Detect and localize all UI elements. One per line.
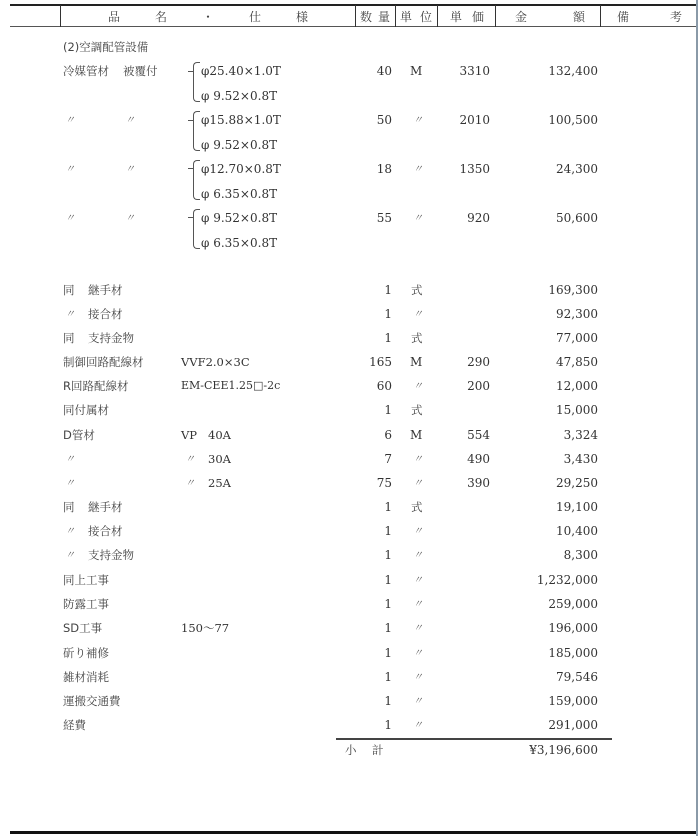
item-qty: 1 bbox=[384, 694, 392, 708]
item-qty: 60 bbox=[376, 379, 392, 393]
item-qty: 1 bbox=[384, 524, 392, 538]
col-divider bbox=[600, 5, 601, 27]
header-char: 単 bbox=[400, 9, 413, 24]
header-char: 様 bbox=[295, 9, 308, 24]
item-name-sub: 〃 bbox=[125, 213, 135, 224]
item-qty: 50 bbox=[376, 113, 392, 127]
item-name: 斫り補修 bbox=[63, 646, 109, 660]
item-unit: M bbox=[410, 428, 423, 442]
header-unit-price bbox=[450, 7, 484, 25]
item-name: 同付属材 bbox=[63, 403, 109, 417]
item-name: 制御回路配線材 bbox=[63, 355, 144, 369]
item-qty: 55 bbox=[376, 211, 392, 225]
item-name: 〃 bbox=[65, 526, 75, 537]
item-price: 3310 bbox=[459, 64, 490, 78]
item-spec: 150〜77 bbox=[181, 621, 230, 635]
header-char: 単 bbox=[450, 9, 463, 24]
item-unit: 〃 bbox=[413, 115, 423, 126]
item-qty: 1 bbox=[384, 548, 392, 562]
item-qty: 40 bbox=[376, 64, 392, 78]
header-top-rule bbox=[10, 4, 696, 6]
item-amount: 3,324 bbox=[563, 428, 598, 442]
item-qty: 1 bbox=[384, 573, 392, 587]
subtotal-label-char: 計 bbox=[372, 743, 384, 757]
item-name-sub: 支持金物 bbox=[88, 331, 134, 345]
item-amount: 8,300 bbox=[563, 548, 598, 562]
header-char: 考 bbox=[669, 9, 682, 24]
item-unit: 〃 bbox=[413, 526, 423, 537]
item-name-sub: 接合材 bbox=[88, 307, 123, 321]
item-qty: 1 bbox=[384, 597, 392, 611]
item-name-sub: 継手材 bbox=[88, 283, 123, 297]
header-item-spec bbox=[108, 7, 308, 25]
item-qty: 75 bbox=[376, 476, 392, 490]
item-amount: 29,250 bbox=[556, 476, 598, 490]
item-name-sub: 〃 bbox=[125, 115, 135, 126]
header-char: 仕 bbox=[248, 9, 261, 24]
item-price: 554 bbox=[467, 428, 490, 442]
item-name: 防露工事 bbox=[63, 597, 109, 611]
header-remarks bbox=[617, 7, 682, 25]
col-divider bbox=[355, 5, 356, 27]
item-unit: 〃 bbox=[413, 309, 423, 320]
item-qty: 1 bbox=[384, 621, 392, 635]
item-price: 490 bbox=[467, 452, 490, 466]
item-amount: 291,000 bbox=[548, 718, 598, 732]
col-divider bbox=[437, 5, 438, 27]
item-amount: 79,546 bbox=[556, 670, 598, 684]
page-bottom-rule bbox=[10, 831, 696, 834]
item-qty: 1 bbox=[384, 718, 392, 732]
header-qty bbox=[360, 7, 390, 25]
item-unit: 〃 bbox=[413, 550, 423, 561]
item-amount: 196,000 bbox=[548, 621, 598, 635]
item-qty: 18 bbox=[376, 162, 392, 176]
header-char: 備 bbox=[617, 9, 630, 24]
item-spec: φ 6.35×0.8T bbox=[201, 236, 278, 250]
item-spec: VVF2.0×3C bbox=[181, 355, 250, 369]
col-divider bbox=[495, 5, 496, 27]
header-char: 数 bbox=[360, 9, 373, 24]
item-name-sub: 被覆付 bbox=[123, 64, 158, 78]
right-edge-border bbox=[696, 0, 698, 836]
item-name-sub: 継手材 bbox=[88, 500, 123, 514]
item-qty: 1 bbox=[384, 307, 392, 321]
item-qty: 1 bbox=[384, 331, 392, 345]
item-spec-type: VP bbox=[181, 428, 198, 442]
item-amount: 47,850 bbox=[556, 355, 598, 369]
item-unit: 〃 bbox=[413, 672, 423, 683]
item-unit: M bbox=[410, 355, 423, 369]
item-amount: 10,400 bbox=[556, 524, 598, 538]
item-qty: 1 bbox=[384, 670, 392, 684]
item-spec: φ 9.52×0.8T bbox=[201, 89, 278, 103]
item-price: 390 bbox=[467, 476, 490, 490]
item-price: 920 bbox=[467, 211, 490, 225]
item-spec: φ15.88×1.0T bbox=[201, 113, 281, 127]
item-price: 2010 bbox=[459, 113, 490, 127]
header-char: 額 bbox=[572, 9, 585, 24]
brace bbox=[193, 62, 200, 102]
item-qty: 1 bbox=[384, 403, 392, 417]
item-unit: 〃 bbox=[413, 454, 423, 465]
header-char: ・ bbox=[201, 9, 214, 24]
item-name: 同 bbox=[63, 283, 75, 297]
item-name: 同 bbox=[63, 331, 75, 345]
item-name: R回路配線材 bbox=[63, 379, 129, 393]
item-spec: φ25.40×1.0T bbox=[201, 64, 281, 78]
item-qty: 1 bbox=[384, 500, 392, 514]
item-qty: 1 bbox=[384, 283, 392, 297]
item-amount: 77,000 bbox=[556, 331, 598, 345]
col-divider bbox=[60, 5, 61, 27]
subtotal-label-char: 小 bbox=[345, 743, 357, 757]
item-qty: 165 bbox=[369, 355, 392, 369]
item-qty: 6 bbox=[384, 428, 392, 442]
header-unit bbox=[400, 7, 432, 25]
item-price: 290 bbox=[467, 355, 490, 369]
item-amount: 3,430 bbox=[563, 452, 598, 466]
item-name: 冷媒管材 bbox=[63, 64, 109, 78]
item-price: 200 bbox=[467, 379, 490, 393]
item-name: 〃 bbox=[65, 478, 75, 489]
item-name: 雑材消耗 bbox=[63, 670, 109, 684]
item-name: D管材 bbox=[63, 428, 95, 442]
item-amount: 185,000 bbox=[548, 646, 598, 660]
item-name: 経費 bbox=[63, 718, 86, 732]
item-unit: 〃 bbox=[413, 599, 423, 610]
subtotal-amount: ¥3,196,600 bbox=[529, 743, 598, 757]
item-unit: 〃 bbox=[413, 478, 423, 489]
brace bbox=[193, 111, 200, 151]
item-name: 〃 bbox=[65, 309, 75, 320]
header-char: 位 bbox=[419, 9, 432, 24]
item-spec: φ 6.35×0.8T bbox=[201, 187, 278, 201]
header-amount bbox=[515, 7, 585, 25]
item-name: SD工事 bbox=[63, 621, 103, 635]
item-amount: 92,300 bbox=[556, 307, 598, 321]
item-amount: 19,100 bbox=[556, 500, 598, 514]
header-char: 量 bbox=[377, 9, 390, 24]
item-unit: 式 bbox=[411, 283, 423, 297]
item-spec-size: 30A bbox=[208, 452, 231, 466]
col-divider bbox=[395, 5, 396, 27]
header-char: 価 bbox=[471, 9, 484, 24]
item-unit: 式 bbox=[411, 403, 423, 417]
item-unit: 〃 bbox=[413, 381, 423, 392]
section-title: (2)空調配管設備 bbox=[63, 40, 149, 54]
item-unit: 式 bbox=[411, 331, 423, 345]
item-amount: 169,300 bbox=[548, 283, 598, 297]
item-amount: 259,000 bbox=[548, 597, 598, 611]
item-spec: φ12.70×0.8T bbox=[201, 162, 281, 176]
item-unit: M bbox=[410, 64, 423, 78]
item-amount: 12,000 bbox=[556, 379, 598, 393]
item-spec-size: 40A bbox=[208, 428, 231, 442]
header-char: 名 bbox=[154, 9, 167, 24]
item-name: 〃 bbox=[65, 213, 75, 224]
item-name-sub: 〃 bbox=[125, 164, 135, 175]
header-char: 品 bbox=[108, 9, 121, 24]
subtotal-rule bbox=[336, 738, 612, 740]
header-char: 金 bbox=[515, 9, 528, 24]
item-name: 〃 bbox=[65, 550, 75, 561]
item-name-sub: 支持金物 bbox=[88, 548, 134, 562]
item-unit: 〃 bbox=[413, 213, 423, 224]
brace bbox=[193, 209, 200, 249]
item-qty: 1 bbox=[384, 646, 392, 660]
item-spec-size: 25A bbox=[208, 476, 231, 490]
item-unit: 〃 bbox=[413, 575, 423, 586]
item-unit: 式 bbox=[411, 500, 423, 514]
item-qty: 7 bbox=[384, 452, 392, 466]
item-unit: 〃 bbox=[413, 164, 423, 175]
item-spec-type: 〃 bbox=[185, 454, 195, 465]
item-name: 同上工事 bbox=[63, 573, 109, 587]
item-amount: 100,500 bbox=[548, 113, 598, 127]
item-spec: φ 9.52×0.8T bbox=[201, 138, 278, 152]
item-unit: 〃 bbox=[413, 623, 423, 634]
item-amount: 50,600 bbox=[556, 211, 598, 225]
item-spec-type: 〃 bbox=[185, 478, 195, 489]
item-amount: 1,232,000 bbox=[536, 573, 598, 587]
item-spec: EM-CEE1.25□-2c bbox=[181, 379, 281, 392]
item-amount: 132,400 bbox=[548, 64, 598, 78]
item-amount: 24,300 bbox=[556, 162, 598, 176]
item-name: 運搬交通費 bbox=[63, 694, 121, 708]
item-unit: 〃 bbox=[413, 648, 423, 659]
header-bottom-rule bbox=[10, 26, 696, 27]
item-amount: 15,000 bbox=[556, 403, 598, 417]
item-spec: φ 9.52×0.8T bbox=[201, 211, 278, 225]
item-amount: 159,000 bbox=[548, 694, 598, 708]
item-price: 1350 bbox=[459, 162, 490, 176]
brace bbox=[193, 160, 200, 200]
item-name: 〃 bbox=[65, 164, 75, 175]
item-name: 同 bbox=[63, 500, 75, 514]
item-unit: 〃 bbox=[413, 696, 423, 707]
item-name-sub: 接合材 bbox=[88, 524, 123, 538]
item-name: 〃 bbox=[65, 115, 75, 126]
item-unit: 〃 bbox=[413, 720, 423, 731]
item-name: 〃 bbox=[65, 454, 75, 465]
